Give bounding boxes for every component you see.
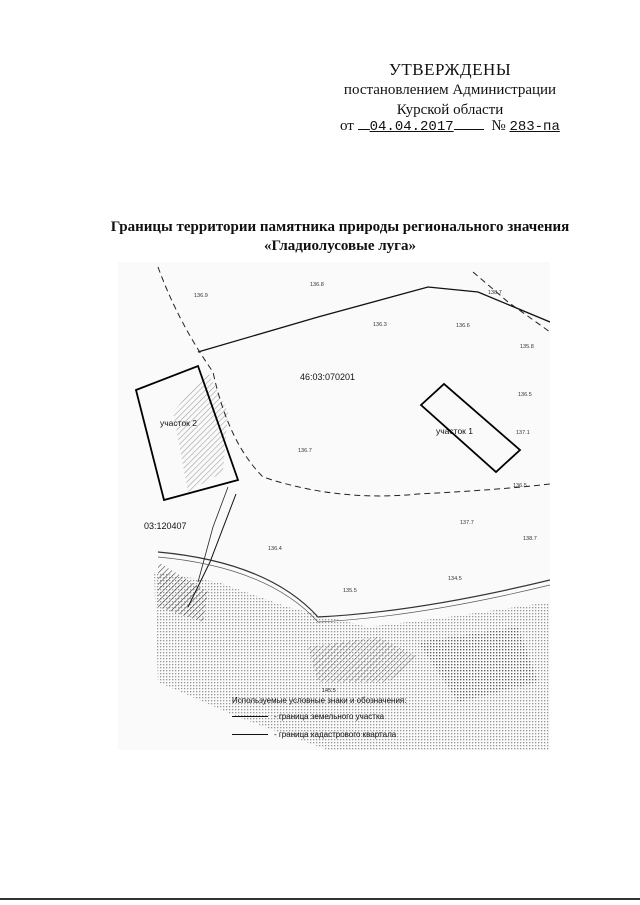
legend-row-plot-boundary xyxy=(232,712,450,721)
elevation-mark: 136.3 xyxy=(373,322,387,328)
boundary-map-svg xyxy=(118,262,550,750)
elevation-mark: 136.4 xyxy=(268,546,282,552)
legend-swatch-solid xyxy=(232,716,268,717)
approval-line-1: постановлением Администрации xyxy=(343,82,557,98)
boundary-map xyxy=(118,262,550,750)
legend-heading: Используемые условные знаки и обозначения: xyxy=(232,696,407,705)
elevation-mark: 136.9 xyxy=(194,293,208,299)
elevation-mark: 136.6 xyxy=(456,323,470,329)
cadastral-quarter-label: 46:03:070201 xyxy=(300,372,356,382)
legend-label-quarter-boundary: - граница кадастрового квартала xyxy=(274,730,397,739)
document-title-line-2: «Гладиолусовые луга» xyxy=(264,238,416,254)
elevation-mark: 136.7 xyxy=(298,448,312,454)
legend-label-plot-boundary: - граница земельного участка xyxy=(274,712,385,721)
elevation-mark: 136.5 xyxy=(513,483,527,489)
approval-line-2: Курской области xyxy=(396,102,504,118)
legend-swatch-thin xyxy=(232,734,268,735)
plot-1-label: участок 1 xyxy=(436,426,473,436)
elevation-mark: 135.5 xyxy=(343,588,357,594)
legend-row-quarter-boundary xyxy=(232,730,450,739)
document-title xyxy=(60,218,620,256)
page-bottom-edge xyxy=(0,898,640,900)
document-title-line-1: Границы территории памятника природы регионального значения xyxy=(110,219,570,235)
elevation-mark: 137.7 xyxy=(460,520,474,526)
elevation-mark: 145.5 xyxy=(322,688,336,694)
elevation-mark: 135.8 xyxy=(520,344,534,350)
approval-title: УТВЕРЖДЕНЫ xyxy=(388,60,512,79)
order-from-label: от xyxy=(340,118,354,134)
elevation-mark: 138.7 xyxy=(488,290,502,296)
order-number-label: № xyxy=(491,118,506,134)
elevation-mark: 136.8 xyxy=(310,282,324,288)
order-date: 04.04.2017 xyxy=(369,119,454,135)
map-legend xyxy=(232,696,450,748)
cadastral-quarter-2-label: 03:120407 xyxy=(144,521,187,531)
approval-block xyxy=(320,60,580,120)
order-date-underline-right xyxy=(454,129,484,130)
plot-2-label: участок 2 xyxy=(160,418,197,428)
order-date-underline-left xyxy=(358,129,370,130)
order-number: 283-па xyxy=(509,119,560,135)
elevation-mark: 134.5 xyxy=(448,576,462,582)
order-reference xyxy=(340,118,560,135)
elevation-mark: 138.7 xyxy=(523,536,537,542)
elevation-mark: 137.1 xyxy=(516,430,530,436)
elevation-mark: 136.5 xyxy=(518,392,532,398)
